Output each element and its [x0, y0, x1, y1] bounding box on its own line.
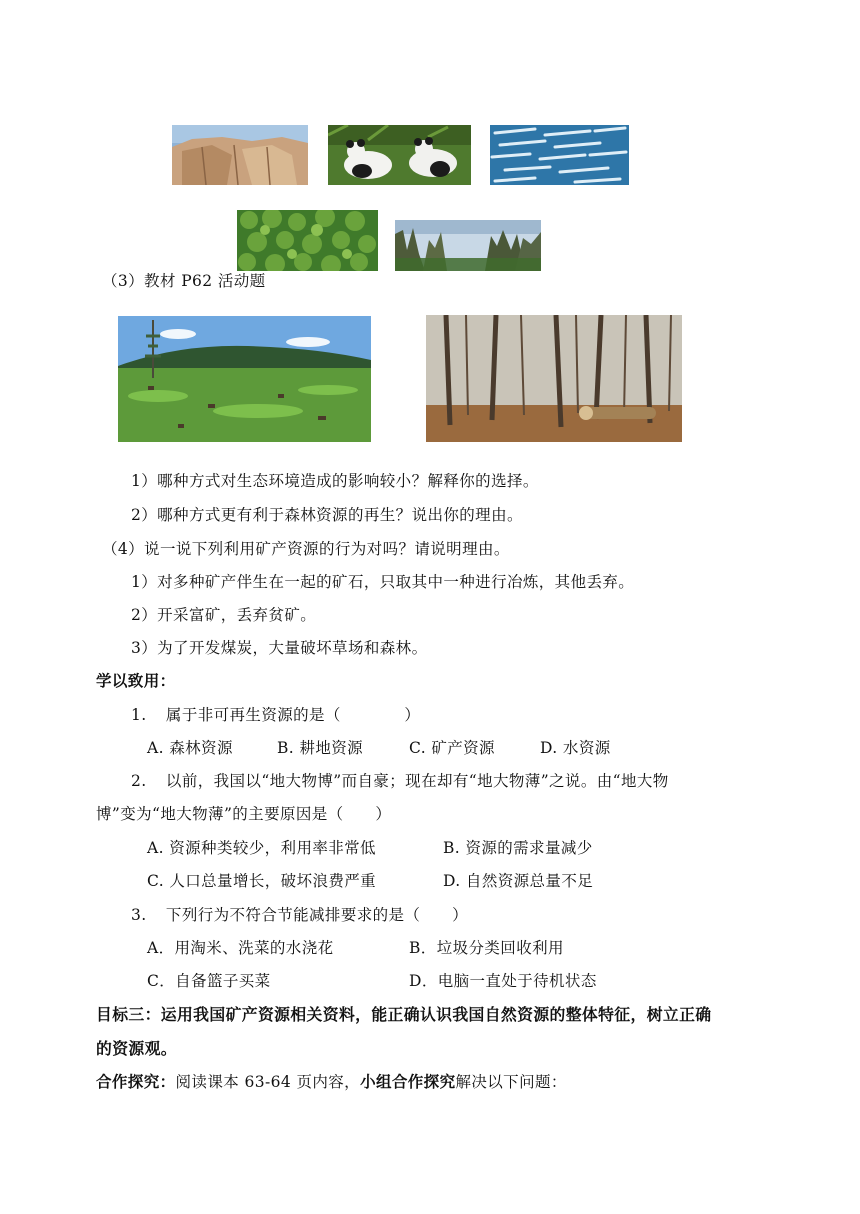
option-a: A．用淘米、洗菜的水浇花	[147, 939, 334, 957]
cooperation-text-b: 解决以下问题：	[455, 1073, 567, 1091]
forest-canopy-photo	[237, 210, 378, 271]
practice-q2-line1	[131, 770, 669, 792]
option-d: D. 水资源	[540, 739, 611, 757]
pandas-photo	[328, 125, 471, 185]
question-number: 3.	[131, 906, 147, 924]
section-4-item-3: 3）为了开发煤炭，大量破坏草场和森林。	[131, 639, 428, 657]
cooperation-line	[96, 1071, 567, 1093]
peaks-landscape-photo	[395, 220, 541, 271]
question-number: 2.	[131, 772, 147, 790]
option-c: C. 人口总量增长，破坏浪费严重	[147, 872, 377, 890]
mountain-rock-photo	[172, 125, 308, 185]
fish-school-photo	[490, 125, 629, 185]
clearcut-meadow-photo	[118, 316, 371, 442]
question-number: 1.	[131, 706, 147, 724]
goal-3-line1: 目标三：运用我国矿产资源相关资料，能正确认识我国自然资源的整体特征，树立正确	[96, 1005, 712, 1024]
section-4-item-2: 2）开采富矿，丢弃贫矿。	[131, 606, 317, 624]
cooperation-text-a: 阅读课本 63-64 页内容，	[175, 1073, 361, 1091]
option-d: D．电脑一直处于待机状态	[409, 972, 597, 990]
practice-heading: 学以致用：	[96, 671, 176, 690]
practice-q3	[131, 904, 468, 926]
question-text: 属于非可再生资源的是（ ）	[165, 706, 421, 724]
cooperation-text-bold: 小组合作探究	[360, 1072, 456, 1091]
practice-q1	[131, 704, 420, 726]
question-text: 以前，我国以“地大物博”而自豪；现在却有“地大物薄”之说。由“地大物	[165, 772, 669, 790]
activity-question-2: 2）哪种方式更有利于森林资源的再生？说出你的理由。	[131, 506, 523, 524]
cooperation-label: 合作探究：	[96, 1072, 176, 1091]
section-3-title: （3）教材 P62 活动题	[102, 272, 266, 290]
option-d: D. 自然资源总量不足	[443, 872, 594, 890]
section-4-item-1: 1）对多种矿产伴生在一起的矿石，只取其中一种进行冶炼，其他丢弃。	[131, 573, 635, 591]
practice-q2-line2: 博”变为“地大物薄”的主要原因是（ ）	[96, 805, 392, 823]
option-b: B. 耕地资源	[277, 739, 364, 757]
option-b: B．垃圾分类回收利用	[409, 939, 564, 957]
bare-forest-logs-photo	[426, 315, 682, 442]
option-a: A. 森林资源	[147, 739, 233, 757]
option-c: C. 矿产资源	[409, 739, 495, 757]
option-b: B. 资源的需求量减少	[443, 839, 593, 857]
activity-question-1: 1）哪种方式对生态环境造成的影响较小？解释你的选择。	[131, 472, 539, 490]
section-4-title: （4）说一说下列利用矿产资源的行为对吗？请说明理由。	[102, 540, 510, 558]
option-a: A. 资源种类较少，利用率非常低	[147, 839, 376, 857]
question-text: 下列行为不符合节能减排要求的是（ ）	[165, 906, 469, 924]
goal-3-line2: 的资源观。	[96, 1039, 177, 1058]
option-c: C．自备篮子买菜	[147, 972, 271, 990]
